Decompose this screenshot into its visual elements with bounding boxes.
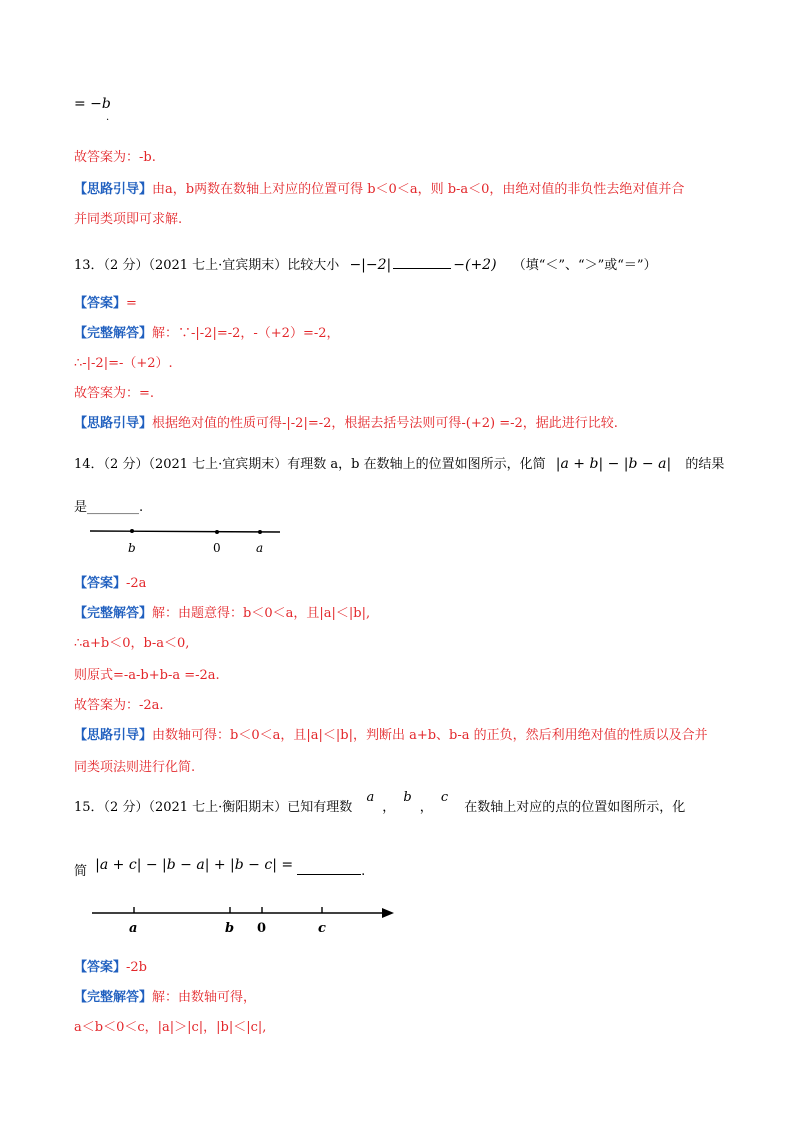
q13-hint-tag: 【思路引导】 bbox=[74, 416, 153, 431]
q14-stem-suffix: 的结果 bbox=[685, 457, 725, 472]
q15-axis-label-0: 0 bbox=[257, 921, 267, 936]
q14-answer bbox=[74, 576, 146, 592]
arrow-right-icon bbox=[382, 908, 394, 918]
q13-hint bbox=[74, 416, 618, 432]
q13-stem-suffix: （填“＜”、“＞”或“＝”） bbox=[512, 258, 657, 273]
q13-solution-text1: 解：∵-|-2|=-2，-（+2）=-2， bbox=[152, 326, 340, 341]
q14-expression: |a + b| − |b − a| bbox=[555, 456, 672, 472]
q14-stem-prefix: 14．（2 分）（2021 七上·宜宾期末）有理数 a，b 在数轴上的位置如图所示，化简 bbox=[74, 457, 546, 472]
q14-solution-text1: 解：由题意得：b＜0＜a，且|a|＜|b|, bbox=[152, 606, 371, 621]
q13-solution-line2: ∴-|-2|=-（+2）. bbox=[74, 356, 173, 371]
q15-solution-line2: a＜b＜0＜c，|a|＞|c|，|b|＜|c|, bbox=[74, 1020, 267, 1035]
q13-conclusion: 故答案为：=. bbox=[74, 386, 155, 401]
q14-conclusion: 故答案为：-2a. bbox=[74, 698, 164, 713]
q15-solution-text1: 解：由数轴可得， bbox=[152, 990, 257, 1005]
q15-stem-suffix: 在数轴上对应的点的位置如图所示，化 bbox=[464, 800, 686, 815]
q15-answer-blank bbox=[297, 862, 361, 875]
q15-axis-label-b: b bbox=[225, 921, 235, 936]
q15-stem-line2-suffix: . bbox=[361, 864, 366, 879]
q14-hint-text1: 由数轴可得：b＜0＜a，且|a|＜|b|，判断出 a+b、b-a 的正负，然后利用绝对值的性质以及合并 bbox=[152, 728, 708, 743]
q14-hint-tag: 【思路引导】 bbox=[74, 728, 153, 743]
q15-var-c: c bbox=[440, 790, 449, 805]
q12-conclusion: 故答案为：-b. bbox=[74, 150, 156, 165]
q14-solution-line2: ∴a+b＜0，b-a＜0, bbox=[74, 636, 190, 651]
q15-axis-label-c: c bbox=[318, 921, 326, 936]
q15-stem-line2-prefix: 简 bbox=[74, 864, 88, 879]
q14-hint-line2: 同类项法则进行化简. bbox=[74, 760, 196, 775]
q14-number-line bbox=[86, 522, 286, 556]
q13-expr-left: −|−2| bbox=[349, 257, 392, 273]
q14-solution-line3: 则原式=-a-b+b-a =-2a. bbox=[74, 668, 220, 683]
q13-answer-blank bbox=[393, 256, 451, 269]
q14-axis-label-0: 0 bbox=[213, 541, 221, 555]
top-dot: . bbox=[106, 112, 110, 123]
q14-stem bbox=[74, 456, 724, 473]
q14-solution-tag: 【完整解答】 bbox=[74, 606, 153, 621]
q15-answer-value: -2b bbox=[126, 960, 148, 975]
q15-solution-tag: 【完整解答】 bbox=[74, 990, 153, 1005]
q15-var-a: a bbox=[366, 790, 375, 805]
q15-axis-label-a: a bbox=[129, 921, 138, 936]
q13-solution-tag: 【完整解答】 bbox=[74, 326, 153, 341]
q13-answer bbox=[74, 296, 137, 312]
top-expression: = −b bbox=[74, 96, 111, 112]
q14-solution-line1 bbox=[74, 606, 370, 622]
q13-answer-tag: 【答案】 bbox=[74, 296, 127, 311]
q14-axis-label-a: a bbox=[256, 541, 264, 555]
q15-stem-line2 bbox=[74, 857, 366, 880]
q12-hint-line2: 并同类项即可求解. bbox=[74, 212, 183, 227]
q14-axis-label-b: b bbox=[128, 541, 136, 555]
q13-solution-line1 bbox=[74, 326, 340, 342]
q15-answer bbox=[74, 960, 147, 976]
q13-expr-right: −(+2) bbox=[453, 257, 497, 273]
q13-stem bbox=[74, 256, 657, 274]
q13-hint-text: 根据绝对值的性质可得-|-2|=-2，根据去括号法则可得-(+2) =-2，据此进行比较. bbox=[152, 416, 618, 431]
q13-answer-value: = bbox=[126, 296, 137, 311]
q15-solution-line1 bbox=[74, 990, 256, 1006]
q15-answer-tag: 【答案】 bbox=[74, 960, 127, 975]
q15-stem-prefix: 15．（2 分）（2021 七上·衡阳期末）已知有理数 bbox=[74, 800, 353, 815]
q15-expression: |a + c| − |b − a| + |b − c| = bbox=[95, 857, 294, 873]
q13-stem-prefix: 13．（2 分）（2021 七上·宜宾期末）比较大小 bbox=[74, 258, 340, 273]
q14-stem-line2: 是________. bbox=[74, 500, 144, 515]
q12-hint-tag: 【思路引导】 bbox=[74, 182, 153, 197]
q15-number-line bbox=[90, 902, 396, 938]
q15-stem bbox=[74, 790, 686, 816]
q14-answer-value: -2a bbox=[126, 576, 147, 591]
q12-hint-line1 bbox=[74, 182, 684, 198]
q15-comma-1: ， bbox=[382, 800, 396, 815]
q15-comma-2: ， bbox=[419, 800, 433, 815]
q15-var-b: b bbox=[403, 790, 412, 805]
q14-hint-line1 bbox=[74, 728, 708, 744]
q12-hint-text1: 由a，b两数在数轴上对应的位置可得 b＜0＜a，则 b-a＜0，由绝对值的非负性去绝对值并合 bbox=[152, 182, 685, 197]
q14-answer-tag: 【答案】 bbox=[74, 576, 127, 591]
